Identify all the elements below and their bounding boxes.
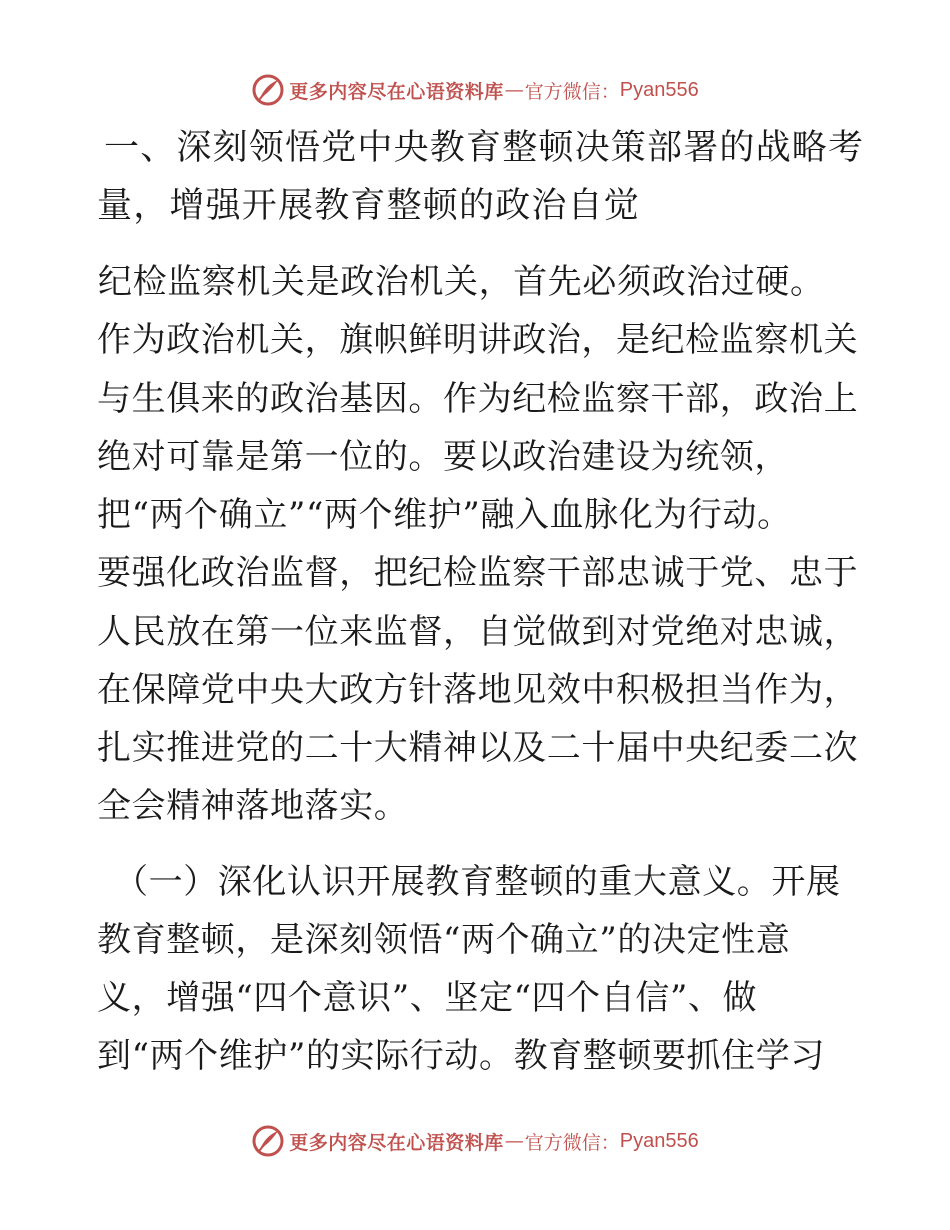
watermark-label: 官方微信： bbox=[524, 80, 620, 103]
paragraph-1-line: 作为政治机关，旗帜鲜明讲政治，是纪检监察机关 bbox=[97, 320, 859, 360]
paragraph-1-line: 人民放在第一位来监督，自觉做到对党绝对忠诚， bbox=[97, 612, 859, 652]
watermark-brand: 更多内容尽在心语资料库 bbox=[289, 80, 504, 103]
paragraph-1-line: 把“两个确立”“两个维护”融入血脉化为行动。 bbox=[97, 495, 792, 535]
watermark-handle: Pyan556 bbox=[619, 1129, 699, 1152]
paragraph-1-line: 纪检监察机关是政治机关，首先必须政治过硬。 bbox=[98, 262, 825, 302]
paragraph-2-line: 教育整顿，是深刻领悟“两个确立”的决定性意 bbox=[97, 920, 791, 960]
paragraph-1-line: 全会精神落地落实。 bbox=[97, 786, 409, 826]
watermark-brand: 更多内容尽在心语资料库 bbox=[289, 1131, 504, 1154]
paragraph-1-line: 绝对可靠是第一位的。要以政治建设为统领， bbox=[97, 437, 789, 477]
paragraph-2-line: 到“两个维护”的实际行动。教育整顿要抓住学习 bbox=[97, 1036, 825, 1076]
watermark-separator: — bbox=[504, 79, 524, 101]
paragraph-1-line: 扎实推进党的二十大精神以及二十届中央纪委二次 bbox=[97, 728, 859, 768]
paragraph-1-line: 要强化政治监督，把纪检监察干部忠诚于党、忠于 bbox=[97, 553, 859, 593]
watermark-footer bbox=[0, 1121, 950, 1161]
paragraph-1-line: 在保障党中央大政方针落地见效中积极担当作为， bbox=[97, 670, 859, 710]
paragraph-2-line: 义，增强“四个意识”、坚定“四个自信”、做 bbox=[97, 978, 758, 1018]
feather-pen-icon bbox=[251, 1124, 285, 1158]
paragraph-1-line: 与生俱来的政治基因。作为纪检监察干部，政治上 bbox=[97, 379, 859, 419]
watermark-header bbox=[0, 70, 950, 110]
watermark-label: 官方微信： bbox=[524, 1131, 620, 1154]
section-heading-line-1: 一、深刻领悟党中央教育整顿决策部署的战略考 bbox=[104, 128, 865, 168]
watermark-separator: — bbox=[504, 1130, 524, 1152]
paragraph-2-line: （一）深化认识开展教育整顿的重大意义。开展 bbox=[114, 862, 841, 902]
feather-pen-icon bbox=[251, 73, 285, 107]
watermark-handle: Pyan556 bbox=[619, 78, 699, 101]
section-heading-line-2: 量，增强开展教育整顿的政治自觉 bbox=[97, 186, 641, 226]
